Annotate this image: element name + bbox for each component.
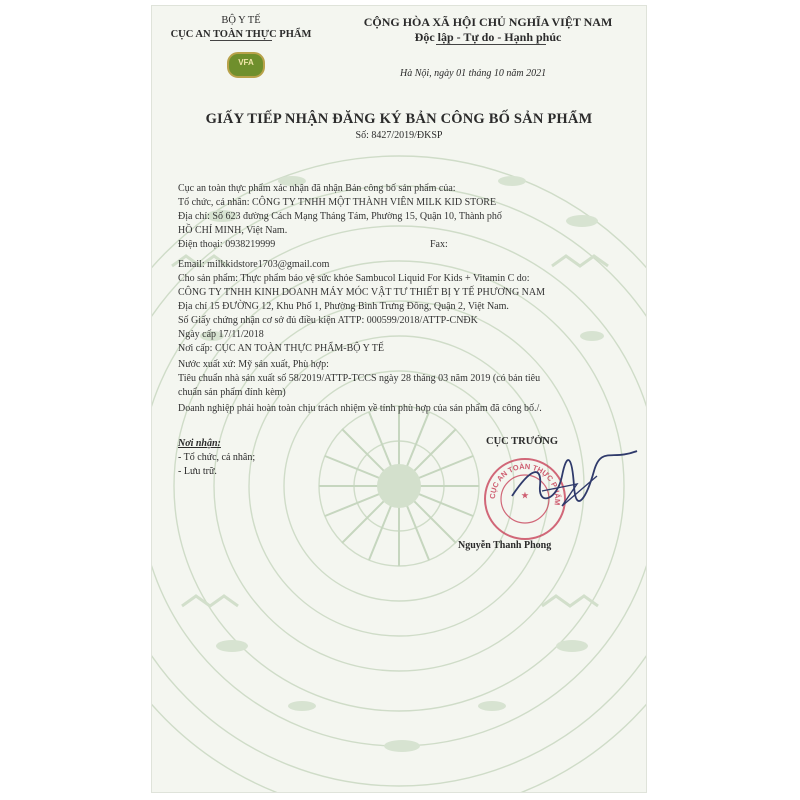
document-number: Số: 8427/2019/ĐKSP	[355, 130, 443, 141]
body-line: Số Giấy chứng nhận cơ sở đủ điều kiện ATTP: 000599/2018/ATTP-CNĐK	[178, 315, 478, 326]
signer-name: Nguyễn Thanh Phong	[458, 540, 552, 551]
issue-date: Hà Nội, ngày 01 tháng 10 năm 2021	[400, 68, 547, 79]
body-line: CÔNG TY TNHH KINH DOANH MÁY MÓC VẬT TƯ THIẾT BỊ Y TẾ PHƯƠNG NAM	[178, 287, 546, 298]
motto-underline	[436, 44, 546, 45]
body-line: Cho sản phẩm: Thực phẩm bảo vệ sức khỏe Sambucol Liquid For Kids + Vitamin C do:	[178, 273, 530, 284]
body-line: Cục an toàn thực phẩm xác nhận đã nhận Bản công bố sản phẩm của:	[178, 183, 456, 194]
body-line: Tiêu chuẩn nhà sản xuất số 58/2019/ATTP-TCCS ngày 28 tháng 03 năm 2019 (có bản tiêu	[178, 373, 541, 384]
recipient-item: - Tổ chức, cá nhân;	[178, 452, 256, 463]
body-line: Doanh nghiệp phải hoàn toàn chịu trách nhiệm về tính phù hợp của sản phẩm đã công bố./.	[178, 403, 542, 414]
recipients-heading: Nơi nhận:	[178, 438, 221, 449]
signer-title: CỤC TRƯỞNG	[486, 436, 559, 447]
stamp-text: CỤC AN TOÀN THỰC PHẨM	[487, 461, 563, 506]
handwritten-signature	[502, 446, 642, 516]
ministry-name: BỘ Y TẾ	[221, 15, 261, 26]
body-line: Nơi cấp: CỤC AN TOÀN THỰC PHẨM-BỘ Y TẾ	[178, 343, 385, 354]
body-line: Ngày cấp 17/11/2018	[178, 329, 264, 340]
body-line: Địa chỉ: Số 623 đường Cách Mạng Tháng Tám, Phường 15, Quận 10, Thành phố	[178, 211, 502, 222]
republic-name: CỘNG HÒA XÃ HỘI CHỦ NGHĨA VIỆT NAM	[363, 15, 613, 29]
document-title: GIẤY TIẾP NHẬN ĐĂNG KÝ BẢN CÔNG BỐ SẢN PHẨM	[205, 111, 593, 127]
vfa-logo	[227, 52, 265, 78]
document-page	[152, 6, 646, 792]
body-line: Email: milkkidstore1703@gmail.com	[178, 259, 330, 270]
svg-text:★: ★	[521, 491, 529, 500]
agency-name: CỤC AN TOÀN THỰC PHẨM	[170, 29, 312, 40]
body-line: Nước xuất xứ: Mỹ sản xuất, Phù hợp:	[178, 359, 329, 370]
body-line: HỒ CHÍ MINH, Việt Nam.	[178, 225, 288, 236]
agency-underline	[210, 40, 272, 41]
body-line: Điện thoại: 0938219999	[178, 239, 276, 250]
logo-text: VFA	[238, 58, 254, 67]
body-line: chuẩn sản phẩm đính kèm)	[178, 387, 286, 398]
recipient-item: - Lưu trữ.	[178, 466, 217, 477]
body-line: Tổ chức, cá nhân: CÔNG TY TNHH MỘT THÀNH VIÊN MILK KID STORE	[178, 197, 497, 208]
body-line: Địa chỉ 15 ĐƯỜNG 12, Khu Phố 1, Phường Bình Trưng Đông, Quận 2, Việt Nam.	[178, 301, 509, 312]
fax-label: Fax:	[430, 239, 448, 250]
national-motto: Độc lập - Tự do - Hạnh phúc	[414, 30, 562, 44]
